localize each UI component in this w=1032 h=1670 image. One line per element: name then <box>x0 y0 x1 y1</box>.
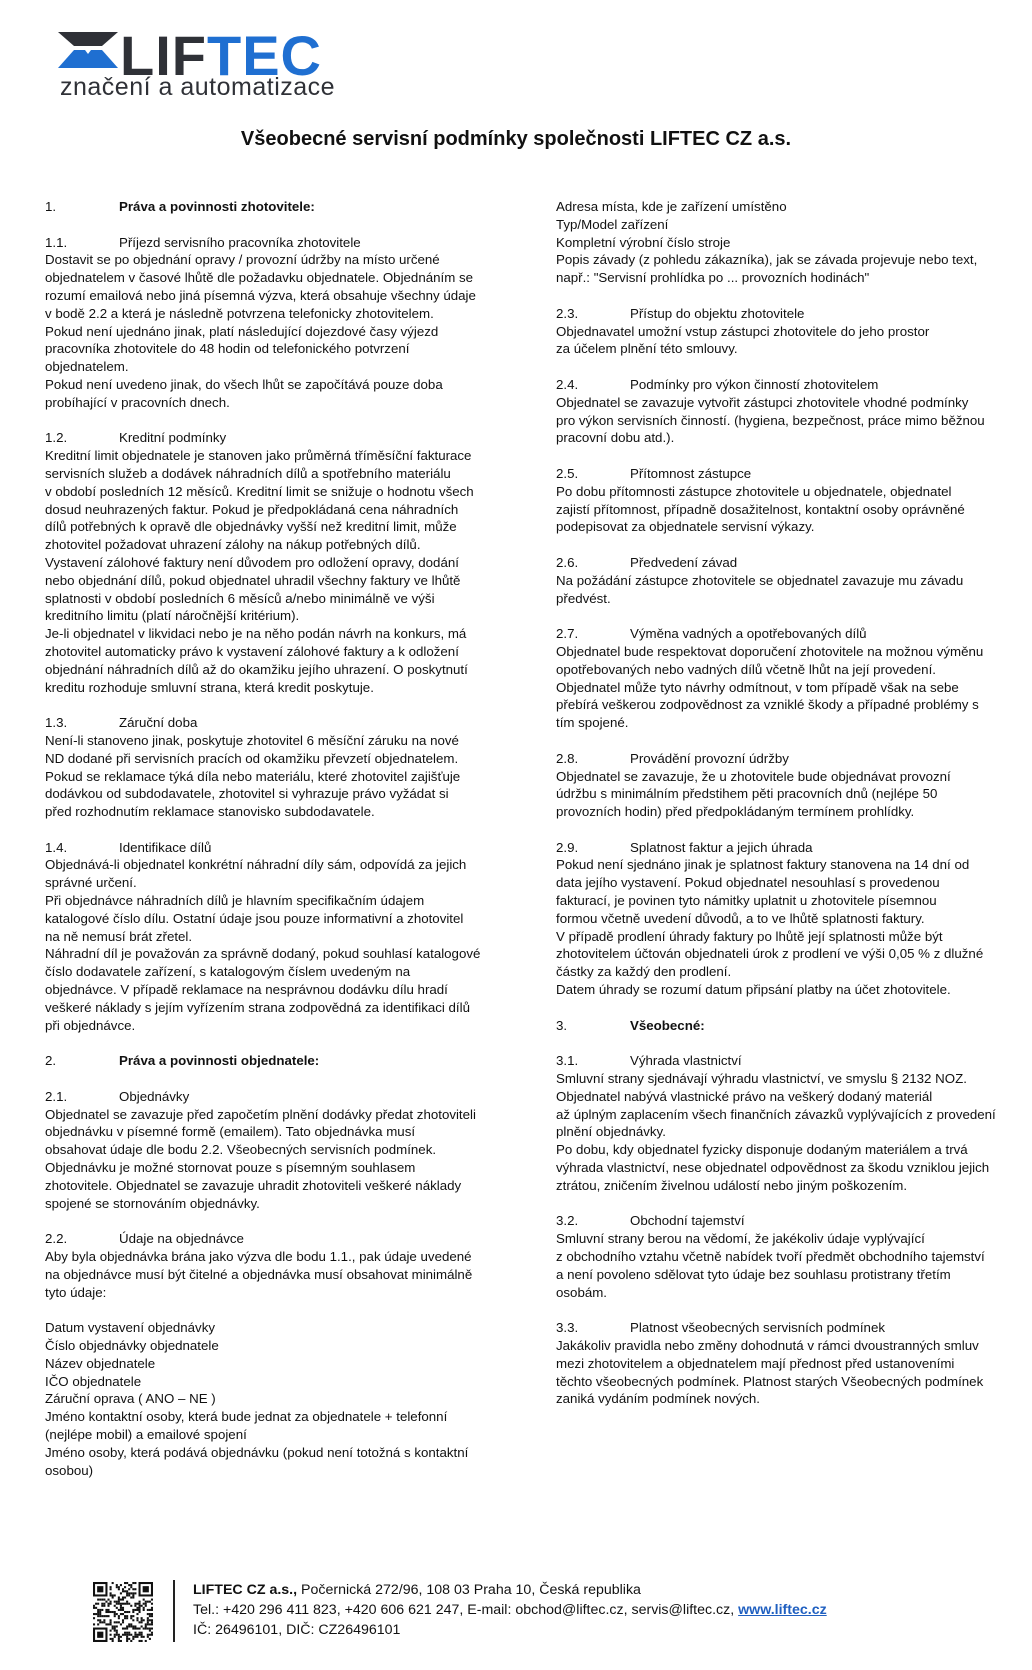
text-line: dílů potřebných k opravě dle objednávky vyšší než kreditní limit, může <box>45 519 457 535</box>
section <box>45 234 485 412</box>
section <box>556 1017 996 1035</box>
text-line: Na požádání zástupce zhotovitele se objednatel zavazuje mu závadu <box>556 572 964 588</box>
section-heading <box>556 839 996 857</box>
text-line: Smluvní strany berou na vědomí, že jakékoliv údaje vyplývající <box>556 1231 925 1247</box>
section-title: Identifikace dílů <box>119 839 212 855</box>
section-number: 2.8. <box>556 750 579 766</box>
text-line: Po dobu přítomnosti zástupce zhotovitele u objednatele, objednatel <box>556 483 952 499</box>
text-line: splatnosti v období posledních 6 měsíců a/nebo minimálně ve výši <box>45 590 435 606</box>
section-title: Práva a povinnosti objednatele: <box>119 1053 320 1069</box>
footer-divider <box>173 1580 175 1642</box>
text-line: zhotovitelem účtován objednateli úrok z prodlení ve výši 0,05 % z dlužné <box>556 946 984 962</box>
section <box>45 839 485 1035</box>
footer-ids: IČ: 26496101, DIČ: CZ26496101 <box>193 1622 401 1638</box>
section-heading <box>556 1052 996 1070</box>
section <box>556 376 996 447</box>
section-number: 3.3. <box>556 1320 579 1336</box>
text-line: dodávkou od subdodavatele, zhotovitel si vyhrazuje právo vyžádat si <box>45 786 449 802</box>
section-heading <box>45 1088 485 1106</box>
section <box>556 750 996 821</box>
section <box>556 465 996 536</box>
text-line: Typ/Model zařízení <box>556 216 669 232</box>
text-line: Objednatel bude respektovat doporučení zhotovitele na možnou výměnu <box>556 643 984 659</box>
section-number: 1. <box>45 199 57 214</box>
section-number: 2. <box>45 1053 57 1069</box>
text-line: Jméno osoby, která podává objednávku (pokud není totožná s kontaktní <box>45 1444 469 1460</box>
text-line: obsahovat údaje dle bodu 2.2. Všeobecných servisních podmínek. <box>45 1142 437 1158</box>
left-column <box>45 198 485 1497</box>
section <box>556 1212 996 1301</box>
section-number: 1.4. <box>45 839 68 855</box>
text-line: a není povoleno sdělovat tyto údaje bez souhlasu protistrany třetím <box>556 1266 951 1282</box>
text-line: zajistí přítomnost, případně dosažitelnost, kontaktní osoby oprávněné <box>556 501 965 517</box>
section <box>556 625 996 732</box>
text-line: zhotovitele. Objednatel se zavazuje uhradit zhotoviteli veškeré náklady <box>45 1177 462 1193</box>
text-line: např.: "Servisní prohlídka po ... provozních hodinách" <box>556 270 870 286</box>
text-line: (nejlépe mobil) a emailové spojení <box>45 1426 247 1442</box>
text-line: osobou) <box>45 1462 94 1478</box>
section <box>556 1052 996 1194</box>
footer-company: LIFTEC CZ a.s., <box>193 1582 298 1598</box>
section-heading <box>556 625 996 643</box>
section <box>556 198 996 287</box>
text-line: tyto údaje: <box>45 1284 107 1300</box>
text-line: zhotovitel automaticky právo k vystavení zálohové faktury a k odložení <box>45 643 459 659</box>
section <box>45 714 485 821</box>
section-heading <box>45 1052 485 1070</box>
text-line: Datum vystavení objednávky <box>45 1320 215 1336</box>
company-logo <box>58 24 378 101</box>
text-line: Objednatel se zavazuje před započetím plnění dodávky předat zhotoviteli <box>45 1106 476 1122</box>
qr-code-icon <box>93 1582 153 1642</box>
website-link[interactable]: www.liftec.cz <box>738 1602 827 1618</box>
text-line: předvést. <box>556 590 611 606</box>
text-line: objednání náhradních dílů až do okamžiku jejího uhrazení. O poskytnutí <box>45 661 468 677</box>
text-line: Pokud se reklamace týká díla nebo materiálu, které zhotovitel zajišťuje <box>45 768 461 784</box>
text-line: Jakákoliv pravidla nebo změny dohodnutá v rámci dvoustranných smluv <box>556 1338 979 1353</box>
section-heading <box>556 750 996 768</box>
text-line: Kompletní výrobní číslo stroje <box>556 234 731 250</box>
text-line: za účelem plnění této smlouvy. <box>556 341 738 357</box>
text-line: Je-li objednatel v likvidaci nebo je na něho podán návrh na konkurs, má <box>45 626 467 642</box>
footer-contact: Tel.: +420 296 411 823, +420 606 621 247, E-mail: obchod@liftec.cz, servis@liftec.cz, <box>193 1602 739 1618</box>
section-title: Práva a povinnosti zhotovitele: <box>119 199 315 214</box>
text-line: IČO objednatele <box>45 1373 142 1389</box>
section-heading <box>556 1212 996 1230</box>
text-line: z obchodního vztahu včetně nabídek tvoří předmět obchodního tajemství <box>556 1249 985 1265</box>
text-line: plnění objednávky. <box>556 1124 666 1140</box>
section-number: 2.6. <box>556 554 579 570</box>
section-number: 1.1. <box>45 234 68 250</box>
document-title: Všeobecné servisní podmínky společnosti LIFTEC CZ a.s. <box>240 128 792 150</box>
section <box>45 1230 485 1479</box>
text-line: Objednatel se zavazuje, že u zhotovitele bude objednávat provozní <box>556 768 951 784</box>
text-line: Smluvní strany sjednávají výhradu vlastnictví, ve smyslu § 2132 NOZ. <box>556 1071 967 1087</box>
section-number: 3. <box>556 1017 568 1033</box>
text-line: Datem úhrady se rozumí datum připsání platby na účet zhotovitele. <box>556 982 951 998</box>
section-title: Výhrada vlastnictví <box>630 1053 742 1069</box>
page-footer <box>0 1578 1032 1648</box>
section <box>45 429 485 696</box>
liftec-emblem-icon <box>58 32 118 74</box>
section-heading <box>45 839 485 857</box>
section-number: 1.3. <box>45 715 68 731</box>
section-heading <box>556 554 996 572</box>
text-line: Objednává-li objednatel konkrétní náhradní díly sám, odpovídá za jejich <box>45 857 467 873</box>
section-number: 2.5. <box>556 465 579 481</box>
section-number: 2.2. <box>45 1231 68 1247</box>
text-line: mezi zhotovitelem a objednatelem mají přednost před ustanoveními <box>556 1355 955 1371</box>
section-title: Záruční doba <box>119 715 198 731</box>
footer-address: Počernická 272/96, 108 03 Praha 10, Česká republika <box>297 1582 641 1598</box>
right-column <box>556 198 996 1426</box>
text-line: Po dobu, kdy objednatel fyzicky disponuje dodaným materiálem a trvá <box>556 1142 968 1158</box>
section <box>556 839 996 999</box>
section-heading <box>556 1017 996 1035</box>
section-heading <box>45 714 485 732</box>
section-title: Objednávky <box>119 1088 190 1104</box>
text-line: rozumí emailová nebo jiná písemná výzva, která obsahuje všechny údaje <box>45 287 476 303</box>
logo-wordmark: LIFTEC <box>120 24 322 87</box>
text-line: Pokud není uvedeno jinak, do všech lhůt se započítává pouze doba <box>45 376 443 392</box>
text-line: objednávce. V případě reklamace na nesprávnou dodávku dílu hradí <box>45 982 448 998</box>
section-title: Provádění provozní údržby <box>630 750 789 766</box>
text-line: Pokud není ujednáno jinak, platí následující dojezdové časy výjezd <box>45 323 439 339</box>
text-line: Není-li stanoveno jinak, poskytuje zhotovitel 6 měsíční záruku na nové <box>45 732 459 748</box>
text-line: V případě prodlení úhrady faktury po lhůtě její splatnosti může být <box>556 928 943 944</box>
section-number: 3.1. <box>556 1053 579 1069</box>
section <box>556 305 996 358</box>
text-line: Objednatel nabývá vlastnické právo na veškerý dodaný materiál <box>556 1088 933 1104</box>
text-line: formou včetně uvedení důvodů, a to ve lhůtě splatnosti faktury. <box>556 910 925 926</box>
text-line: Adresa místa, kde je zařízení umístěno <box>556 199 787 214</box>
section-heading <box>556 376 996 394</box>
text-line: ztrátou, zničením živelnou událostí nebo jiným poškozením. <box>556 1177 908 1193</box>
section-title: Splatnost faktur a jejich úhrada <box>630 839 813 855</box>
text-line: přebírá veškerou zodpovědnost za vzniklé škody a případné problémy s <box>556 697 979 713</box>
section-number: 1.2. <box>45 430 68 446</box>
text-line: na ně nemusí brát zřetel. <box>45 928 193 944</box>
text-line <box>45 1301 485 1319</box>
text-line: opotřebovaných nebo vadných dílů včetně lhůt na její provedení. <box>556 661 936 677</box>
text-line: nebo objednání dílů, pokud objednatel uhradil všechny faktury ve lhůtě <box>45 572 461 588</box>
text-line: fakturací, je povinen tyto námitky uplatnit u zhotovitele písemnou <box>556 893 937 909</box>
section-title: Přítomnost zástupce <box>630 465 752 481</box>
section <box>45 1052 485 1070</box>
section-number: 2.3. <box>556 305 579 321</box>
section-title: Všeobecné: <box>630 1017 705 1033</box>
text-line: v bodě 2.2 a která je následně potvrzena telefonicky zhotovitelem. <box>45 305 434 321</box>
text-line: výhrada vlastnictví, nese objednatel odpovědnost za škodu vzniklou jejich <box>556 1160 990 1176</box>
text-line: Jméno kontaktní osoby, která bude jednat za objednatele + telefonní <box>45 1409 448 1425</box>
text-line: číslo dodavatele zařízení, s katalogovým číslem uvedeným na <box>45 964 411 980</box>
text-line: ND dodané při servisních pracích od okamžiku převzetí objednatelem. <box>45 750 459 766</box>
text-line: katalogové číslo dílu. Ostatní údaje jsou pouze informativní a zhotovitel <box>45 910 464 926</box>
section <box>45 198 485 216</box>
section-heading <box>45 198 485 216</box>
text-line: pracovní dobu atd.). <box>556 430 675 446</box>
section-title: Údaje na objednávce <box>119 1231 244 1247</box>
text-line: tím spojené. <box>556 715 629 731</box>
text-line: podepisovat za objednatele servisní výkazy. <box>556 519 815 535</box>
section-number: 2.7. <box>556 626 579 642</box>
text-line: dosud neuhrazených faktur. Pokud je předpokládaná cena náhradních <box>45 501 459 517</box>
section-title: Výměna vadných a opotřebovaných dílů <box>630 626 867 642</box>
section <box>45 1088 485 1213</box>
text-line: Název objednatele <box>45 1355 156 1371</box>
section-heading <box>45 234 485 252</box>
text-line: Vystavení zálohové faktury není důvodem pro odložení opravy, dodání <box>45 554 459 570</box>
text-line: zaniká vydáním podmínek nových. <box>556 1391 760 1407</box>
text-line: Pokud není sjednáno jinak je splatnost faktury stanovena na 14 dní od <box>556 857 970 873</box>
text-line: pro výkon servisních činností. (hygiena, bezpečnost, práce mimo běžnou <box>556 412 985 428</box>
text-line: údržbu s minimálním předstihem pěti pracovních dnů (nejlépe 50 <box>556 786 938 802</box>
text-line: data jejího vystavení. Pokud objednatel nesouhlasí s provedenou <box>556 875 940 891</box>
section-heading <box>556 1319 996 1337</box>
text-line: Objednavatel umožní vstup zástupci zhotovitele do jeho prostor <box>556 323 930 339</box>
text-line: Objednatel se zavazuje vytvořit zástupci zhotovitele vhodné podmínky <box>556 394 969 410</box>
text-line: kreditního limitu (platí náročnější kritérium). <box>45 608 300 624</box>
text-line: Popis závady (z pohledu zákazníka), jak se závada projevuje nebo text, <box>556 252 978 268</box>
text-line: Objednatel může tyto návrhy odmítnout, v tom případě však na sebe <box>556 679 959 695</box>
footer-text <box>193 1580 827 1640</box>
text-line: správné určení. <box>45 875 137 891</box>
section-title: Kreditní podmínky <box>119 430 227 446</box>
text-line: Kreditní limit objednatele je stanoven jako průměrná tříměsíční fakturace <box>45 448 472 464</box>
section-number: 2.4. <box>556 376 579 392</box>
section-title: Podmínky pro výkon činností zhotovitelem <box>630 376 879 392</box>
text-line: na objednávce musí být čitelné a objednávka musí obsahovat minimálně <box>45 1266 473 1282</box>
section-heading <box>45 1230 485 1248</box>
logo-tagline: značení a automatizace <box>60 73 336 101</box>
text-line: těchto všeobecných podmínek. Platnost starých Všeobecných podmínek <box>556 1373 984 1389</box>
section-heading <box>45 429 485 447</box>
section-title: Přístup do objektu zhotovitele <box>630 305 805 321</box>
section-heading <box>556 305 996 323</box>
text-line: částky za každý den prodlení. <box>556 964 732 980</box>
section-title: Předvedení závad <box>630 554 738 570</box>
section <box>556 554 996 607</box>
text-line: až úplným zaplacením všech finančních závazků vyplývajících z provedení <box>556 1106 996 1122</box>
text-line: Záruční oprava ( ANO – NE ) <box>45 1391 216 1407</box>
text-line: objednávku v písemné formě (emailem). Tato objednávka musí <box>45 1124 416 1140</box>
section-title: Obchodní tajemství <box>630 1213 745 1229</box>
text-line: servisních služeb a dodávek náhradních dílů a spotřebního materiálu <box>45 465 451 481</box>
text-line: kreditu rozhoduje smluvní strana, která kredit poskytuje. <box>45 679 374 695</box>
text-line: Aby byla objednávka brána jako výzva dle bodu 1.1., pak údaje uvedené <box>45 1249 472 1265</box>
text-line: osobám. <box>556 1284 607 1300</box>
text-line: provozních hodin) před předpokládaným termínem prohlídky. <box>556 804 915 820</box>
text-line: zhotovitel požadovat uhrazení zálohy na nákup potřebných dílů. <box>45 537 421 553</box>
text-line: Dostavit se po objednání opravy / provozní údržby na místo určené <box>45 252 440 268</box>
section-title: Příjezd servisního pracovníka zhotovitele <box>119 234 361 250</box>
section-heading <box>556 465 996 483</box>
text-line: Objednávku je možné stornovat pouze s písemným souhlasem <box>45 1160 416 1176</box>
text-line: před rozhodnutím reklamace stanovisko subdodavatele. <box>45 804 375 820</box>
section-title: Platnost všeobecných servisních podmínek <box>630 1320 885 1336</box>
section-number: 3.2. <box>556 1213 579 1229</box>
text-line: spojené se stornováním objednávky. <box>45 1195 260 1211</box>
text-line: v období posledních 12 měsíců. Kreditní limit se snižuje o hodnotu všech <box>45 483 474 499</box>
text-line: Při objednávce náhradních dílů je hlavním specifikačním údajem <box>45 893 425 909</box>
text-line: probíhající v pracovních dnech. <box>45 394 230 410</box>
section-number: 2.1. <box>45 1088 68 1104</box>
section-number: 2.9. <box>556 839 579 855</box>
text-line: objednatelem v časové lhůtě dle požadavku objednatele. Objednáním se <box>45 270 474 286</box>
section <box>556 1319 996 1408</box>
text-line: objednatelem. <box>45 359 129 375</box>
text-line: Číslo objednávky objednatele <box>45 1338 219 1353</box>
text-line: veškeré náklady s jejím vyřízením strana zodpovědná za identifikaci dílů <box>45 999 470 1015</box>
text-line: při objednávce. <box>45 1017 136 1033</box>
text-line: pracovníka zhotovitele do 48 hodin od telefonického potvrzení <box>45 341 410 357</box>
text-line: Náhradní díl je považován za správně dodaný, pokud souhlasí katalogové <box>45 946 481 962</box>
